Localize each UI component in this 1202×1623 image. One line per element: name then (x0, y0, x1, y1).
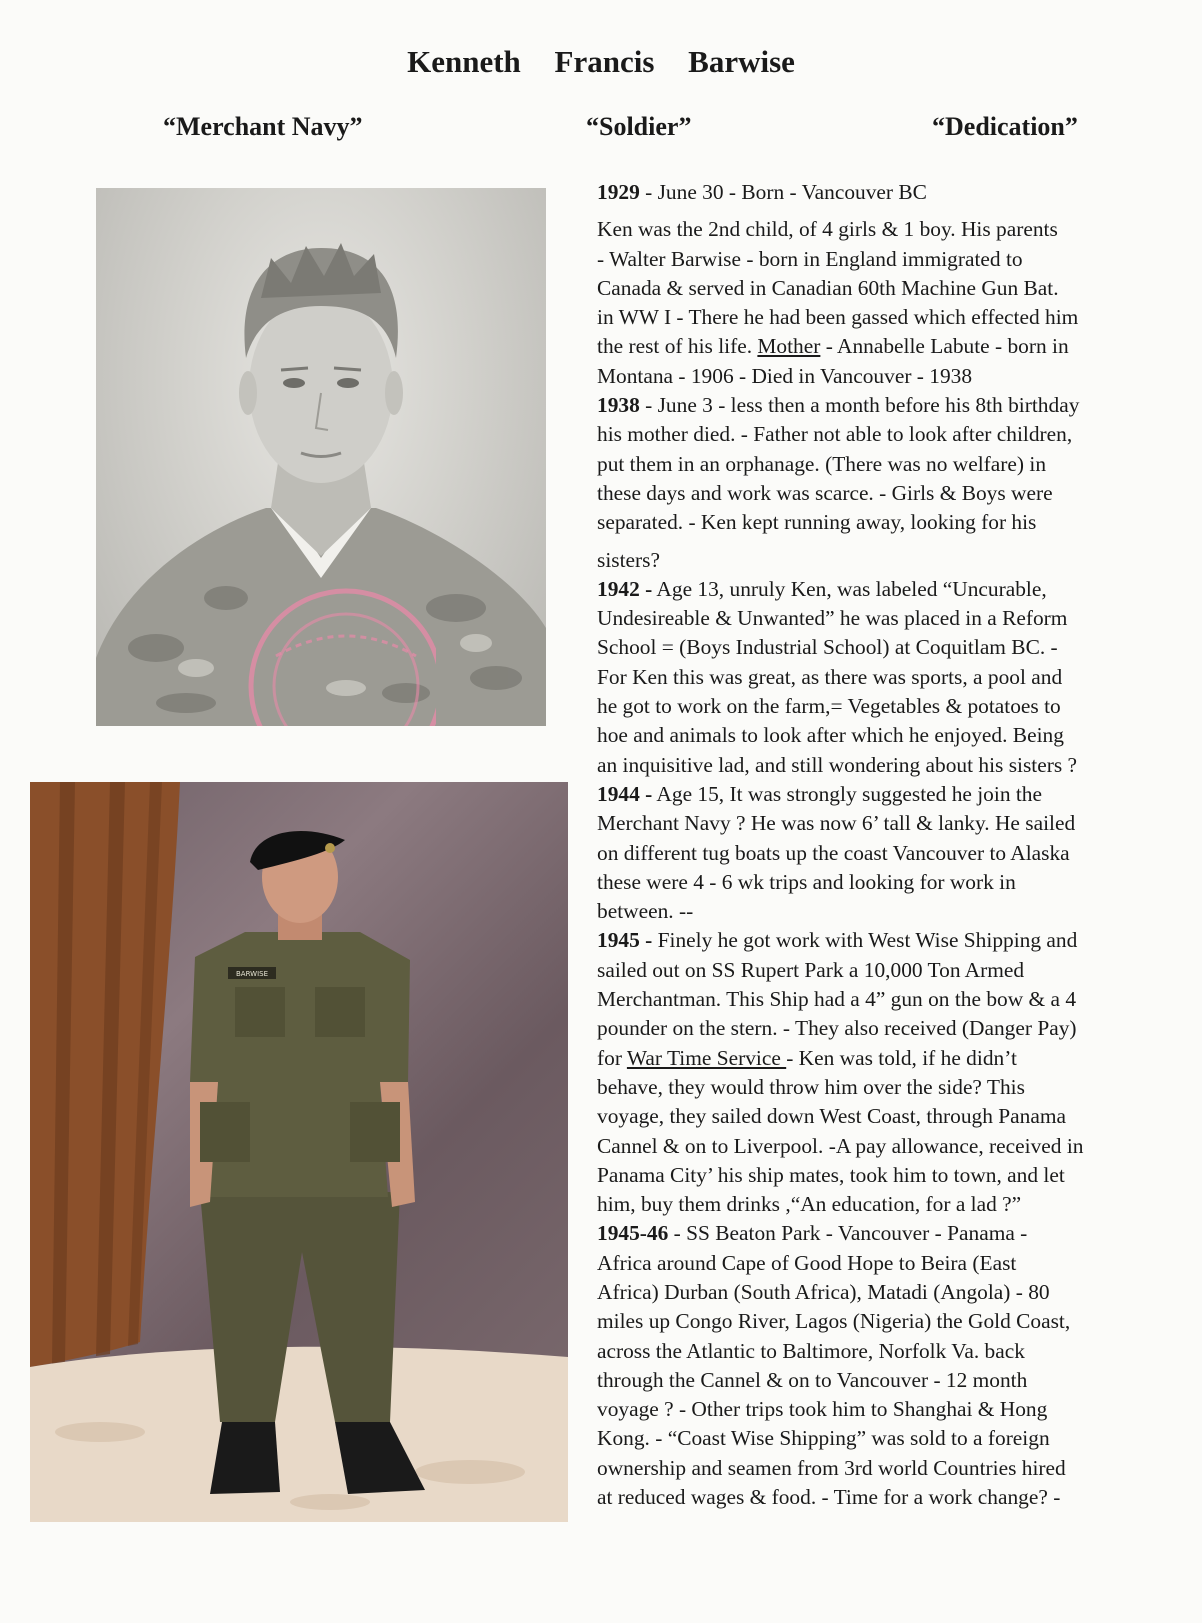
line-text: separated. - Ken kept running away, looking for his (597, 510, 1037, 535)
biography-line (597, 332, 1172, 361)
line-text: hoe and animals to look after which he enjoyed. Being (597, 723, 1064, 748)
line-text: Age 13, unruly Ken, was labeled “Uncurable, (652, 576, 1047, 601)
line-text: Kong. - “Coast Wise Shipping” was sold to a foreign (597, 1426, 1050, 1451)
biography-line (597, 956, 1172, 985)
biography-line (597, 897, 1172, 926)
biography-line (597, 274, 1172, 303)
biography-line (597, 868, 1172, 897)
line-text: between. -- (597, 899, 694, 924)
biography-line (597, 721, 1172, 750)
biography-line (597, 1249, 1172, 1278)
biography-line (597, 1366, 1172, 1395)
biography-line (597, 692, 1172, 721)
page-title: Kenneth Francis Barwise (407, 44, 795, 79)
line-text: - June 30 - Born - Vancouver BC (639, 180, 927, 204)
biography-line (597, 420, 1172, 449)
line-text: Africa around Cape of Good Hope to Beira (East (597, 1250, 1017, 1275)
biography-line (597, 362, 1172, 391)
line-text: these days and work was scarce. - Girls & Boys were (597, 480, 1053, 505)
line-text: Africa) Durban (South Africa), Matadi (Angola) - 80 (597, 1279, 1050, 1304)
line-text: Finely he got work with West Wise Shipping and (652, 928, 1078, 953)
line-text: pounder on the stern. - They also received (Danger Pay) (597, 1016, 1077, 1041)
biography-line (597, 1161, 1172, 1190)
line-text: ownership and seamen from 3rd world Countries hired (597, 1455, 1066, 1480)
line-text: Merchantman. This Ship had a 4” gun on the bow & a 4 (597, 987, 1077, 1012)
line-text: behave, they would throw him over the side? This (597, 1074, 1025, 1099)
biography-line (597, 809, 1172, 838)
line-text: - Walter Barwise - born in England immigrated to (597, 246, 1023, 271)
line-text: Merchant Navy ? He was now 6’ tall & lanky. He sailed (597, 811, 1076, 836)
line-text: miles up Congo River, Lagos (Nigeria) the Gold Coast, (597, 1309, 1071, 1334)
line-text: Ken was the 2nd child, of 4 girls & 1 boy. His parents (597, 217, 1058, 242)
pink-circular-stamp-icon (236, 576, 436, 726)
line-text-rest: - Ken was told, if he didn’t (786, 1045, 1017, 1070)
year-label: 1942 - (597, 576, 653, 601)
line-text: an inquisitive lad, and still wondering about his sisters ? (597, 752, 1078, 777)
line-text: these were 4 - 6 wk trips and looking for work in (597, 869, 1016, 894)
biography-text (597, 178, 1172, 1512)
portrait-photo (96, 188, 546, 726)
line-text: Undesireable & Unwanted” he was placed in a Reform (597, 606, 1068, 631)
line-text: through the Cannel & on to Vancouver - 12 month (597, 1367, 1028, 1392)
year-label: 1945-46 (597, 1221, 669, 1246)
uniform-photo (30, 782, 568, 1522)
line-text: Canada & served in Canadian 60th Machine Gun Bat. (597, 275, 1059, 300)
biography-line (597, 575, 1172, 604)
biography-line (597, 1073, 1172, 1102)
line-text: sailed out on SS Rupert Park a 10,000 Ton Armed (597, 957, 1025, 982)
subtitle-dedication: “Dedication” (932, 112, 1078, 141)
line-text: Cannel & on to Liverpool. -A pay allowance, received in (597, 1133, 1084, 1158)
line-text: sisters? (597, 547, 660, 572)
biography-line (597, 1424, 1172, 1453)
subtitle-soldier: “Soldier” (586, 112, 692, 141)
line-text: Montana - 1906 - Died in Vancouver - 1938 (597, 363, 973, 388)
line-text: Panama City’ his ship mates, took him to town, and let (597, 1162, 1065, 1187)
biography-line (597, 1014, 1172, 1043)
year-label: 1929 (597, 180, 640, 204)
biography-line (597, 604, 1172, 633)
biography-line (597, 839, 1172, 868)
line-text: voyage ? - Other trips took him to Shanghai & Hong (597, 1397, 1048, 1422)
biography-line (597, 1307, 1172, 1336)
biography-line (597, 546, 1172, 575)
underlined-text: War Time Service (626, 1045, 787, 1070)
biography-line (597, 303, 1172, 332)
biography-line (597, 450, 1172, 479)
biography-line (597, 391, 1172, 420)
biography-line (597, 1395, 1172, 1424)
biography-line (597, 479, 1172, 508)
year-label: 1938 (597, 393, 640, 418)
biography-line (597, 1102, 1172, 1131)
line-text: the rest of his life. (597, 334, 758, 359)
line-text: him, buy them drinks ,“An education, for a lad ?” (597, 1192, 1022, 1217)
line-text: voyage, they sailed down West Coast, through Panama (597, 1104, 1066, 1129)
biography-line (597, 1337, 1172, 1366)
line-text: for (597, 1045, 627, 1070)
year-label: 1945 - (597, 928, 653, 953)
line-text: his mother died. - Father not able to look after children, (597, 422, 1073, 447)
biography-line (597, 780, 1172, 809)
biography-line (597, 1278, 1172, 1307)
biography-line (597, 508, 1172, 537)
soldier-in-uniform-icon (30, 782, 568, 1522)
underlined-text: Mother (757, 334, 821, 359)
biography-line (597, 178, 1172, 207)
line-text: across the Atlantic to Baltimore, Norfolk Va. back (597, 1338, 1025, 1363)
biography-line (597, 751, 1172, 780)
line-text: Age 15, It was strongly suggested he join the (652, 781, 1042, 806)
line-text: - June 3 - less then a month before his 8th birthday (639, 393, 1080, 418)
biography-line (597, 1483, 1172, 1512)
line-text: put them in an orphanage. (There was no welfare) in (597, 451, 1047, 476)
biography-line (597, 245, 1172, 274)
line-text: in WW I - There he had been gassed which effected him (597, 305, 1079, 330)
line-text: For Ken this was great, as there was sports, a pool and (597, 664, 1063, 689)
line-text: School = (Boys Industrial School) at Coquitlam BC. - (597, 635, 1058, 660)
subtitle-merchant-navy: “Merchant Navy” (163, 112, 363, 141)
biography-line (597, 926, 1172, 955)
biography-line (597, 215, 1172, 244)
name-tag: BARWISE (235, 970, 269, 978)
line-text: on different tug boats up the coast Vancouver to Alaska (597, 840, 1070, 865)
year-label: 1944 - (597, 781, 653, 806)
biography-line (597, 1454, 1172, 1483)
biography-line (597, 663, 1172, 692)
biography-line (597, 1044, 1172, 1073)
line-text: he got to work on the farm,= Vegetables & potatoes to (597, 694, 1061, 719)
biography-line (597, 633, 1172, 662)
line-text: at reduced wages & food. - Time for a work change? - (597, 1485, 1061, 1510)
biography-line (597, 1132, 1172, 1161)
line-text: - SS Beaton Park - Vancouver - Panama - (668, 1221, 1028, 1246)
line-text-rest: - Annabelle Labute - born in (820, 334, 1069, 359)
biography-line (597, 985, 1172, 1014)
biography-line (597, 1219, 1172, 1248)
biography-line (597, 1190, 1172, 1219)
